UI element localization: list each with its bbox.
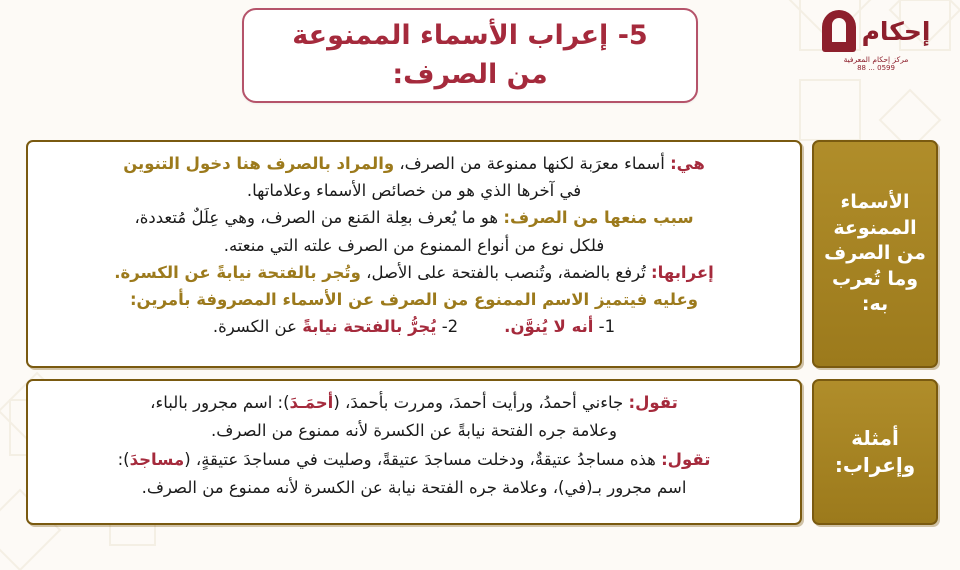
text-line xyxy=(42,204,786,231)
logo-wordmark: إحكام xyxy=(861,16,931,46)
text-run: مساجدَ xyxy=(129,449,185,469)
content-block-definition xyxy=(26,140,938,368)
text-run: أنه لا يُنوَّن. xyxy=(504,317,594,337)
block-body-examples xyxy=(26,379,802,525)
text-line xyxy=(42,389,786,417)
page-title-line-1: 5- إعراب الأسماء الممنوعة xyxy=(292,20,648,52)
text-run: هي: xyxy=(670,154,705,173)
text-line xyxy=(42,177,786,204)
text-line xyxy=(42,259,786,286)
rich-lines xyxy=(42,389,786,503)
text-line xyxy=(213,313,458,340)
brand-logo xyxy=(810,10,942,94)
text-run: في آخرها الذي هو من خصائص الأسماء وعلاماتها. xyxy=(246,181,582,201)
text-line xyxy=(42,286,786,313)
mosque-mihrab-icon xyxy=(822,10,856,52)
text-run: 1- xyxy=(593,317,616,337)
text-run: تقول: xyxy=(661,449,711,469)
content-block-examples xyxy=(26,379,938,525)
text-run: وعلامة جره الفتحة نيابةً عن الكسرة لأنه ممنوع من الصرف. xyxy=(211,421,617,441)
text-line xyxy=(42,150,786,177)
page-title-card xyxy=(242,8,698,103)
text-line xyxy=(504,313,615,340)
logo-subtitle-1: مركز إحكام المعرفية xyxy=(843,55,909,64)
text-line xyxy=(42,417,786,445)
text-run: ): اسم مجرور بالباء، xyxy=(150,393,290,412)
text-line xyxy=(42,232,786,259)
text-run: إعرابها: xyxy=(651,262,714,282)
block-label-definition: الأسماء الممنوعة من الصرف وما تُعرب به: xyxy=(812,140,938,368)
text-run: والمراد بالصرف هنا دخول التنوين xyxy=(123,154,395,173)
text-run: اسم مجرور بـ(في)، وعلامة جره الفتحة نيابة عن الكسرة لأنه ممنوع من الصرف. xyxy=(141,478,687,498)
text-run: يُجرُّ بالفتحة نيابةً xyxy=(302,317,437,337)
text-line xyxy=(42,446,786,474)
text-run: ): xyxy=(117,449,130,469)
block-body-definition xyxy=(26,140,802,368)
text-run: جاءني أحمدُ، ورأيت أحمدَ، ومررت بأحمدَ، ( xyxy=(333,393,629,412)
text-run: فلكل نوع من أنواع الممنوع من الصرف علته التي منعته. xyxy=(223,235,605,255)
text-run: أسماء معرَبة لكنها ممنوعة من الصرف، xyxy=(394,154,671,173)
text-run: أحمَـدَ xyxy=(289,393,334,412)
text-line xyxy=(42,474,786,502)
text-run: وعليه فيتميز الاسم الممنوع من الصرف عن الأسماء المصروفة بأمرين: xyxy=(129,290,699,310)
text-run: سبب منعها من الصرف: xyxy=(503,208,694,228)
text-run: تقول: xyxy=(628,393,678,412)
logo-subtitle-2: 0599 ... 88 xyxy=(857,64,895,73)
text-run: عن الكسرة. xyxy=(212,317,303,337)
text-run: تُرفع بالضمة، وتُنصب بالفتحة على الأصل، xyxy=(360,262,652,282)
text-run: 2- xyxy=(436,317,459,337)
text-run: هذه مساجدُ عتيقةٌ، ودخلت مساجدَ عتيقةً، وصليت في مساجدَ عتيقةٍ، ( xyxy=(184,449,662,469)
page-title-line-2: من الصرف: xyxy=(392,58,548,90)
text-run: وتُجر بالفتحة نيابةً عن الكسرة. xyxy=(114,262,361,282)
rich-lines xyxy=(42,150,786,313)
text-run: هو ما يُعرف بعِلة المَنع من الصرف، وهي عِلَلٌ مُتعددة، xyxy=(134,208,504,228)
block-label-examples: أمثلة وإعراب: xyxy=(812,379,938,525)
two-column-items xyxy=(42,313,786,340)
logo-row xyxy=(822,10,931,52)
